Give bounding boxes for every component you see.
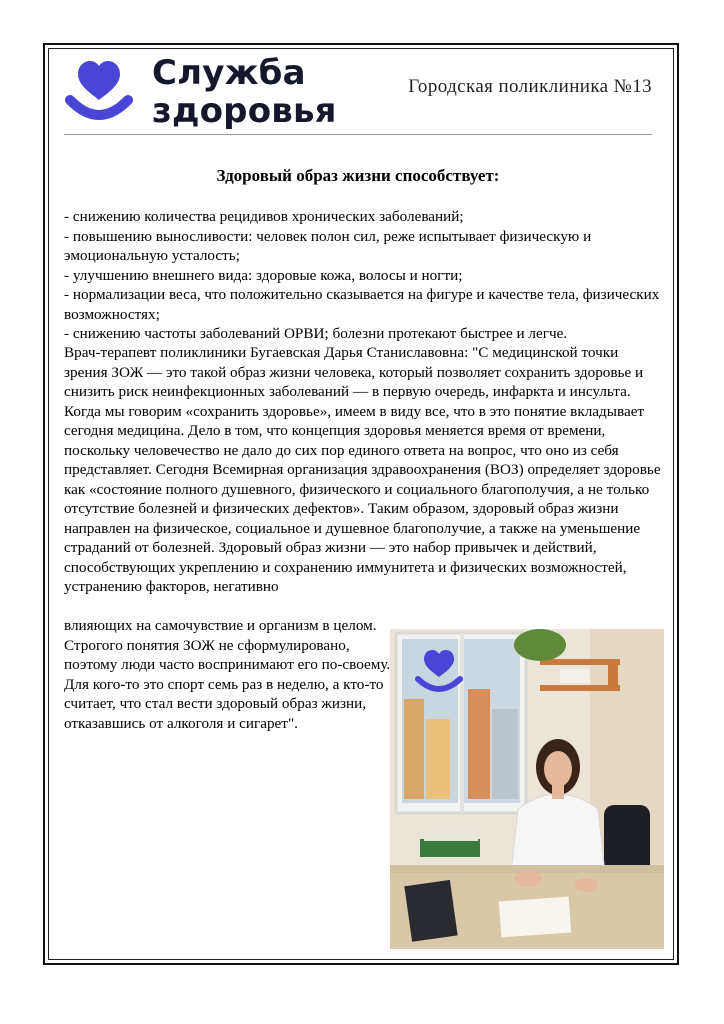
doctor-at-desk-photo [390, 629, 664, 949]
brand-line-1: Служба [152, 53, 306, 93]
list-item: - повышению выносливости: человек полон сил, реже испытывает физическую и эмоциональную усталость; [64, 227, 592, 264]
doctor-quote-tail: влияющих на самочувствие и организм в целом. Строгого понятия ЗОЖ не сформулировано, поэтому люди часто воспринимают его по-своему. Для кого-то это спорт семь раз в неделю, а кто-то считает, что стал вести здоровый образ жизни, отказавшись от алкоголя и сигарет". [64, 617, 391, 732]
clinic-name: Городская поликлиника №13 [408, 76, 652, 97]
benefits-list [64, 207, 664, 344]
list-item: - нормализации веса, что положительно сказывается на фигуре и качестве тела, физических возможностях; [64, 286, 660, 323]
list-item: - снижению количества рецидивов хронических заболеваний; [64, 208, 464, 225]
photo-illustration [390, 629, 664, 949]
list-item: - снижению частоты заболеваний ОРВИ; болезни протекают быстрее и легче. [64, 325, 568, 342]
brand-line-2: здоровья [152, 91, 337, 131]
header-divider [64, 134, 652, 135]
list-item: - улучшению внешнего вида: здоровые кожа, волосы и ногти; [64, 266, 463, 284]
article-heading: Здоровый образ жизни способствует: [216, 166, 500, 185]
doctor-quote: Врач-терапевт поликлиники Бугаевская Дарья Станиславовна: "С медицинской точки зрения ЗОЖ — это такой образ жизни человека, который позволяет сохранить здоровье и снизить риск неинфекционных заболеваний — в первую очередь, инфаркта и инсульта. Когда мы говорим «сохранить здоровье», имеем в виду все, что в это понятие вкладывает сегодня медицина. Дело в том, что концепция здоровья меняется время от времени, поскольку человечество не дало до сих пор единого ответа на вопрос, что оно из себя представляет. Сегодня Всемирная организация здравоохранения (ВОЗ) определяет здоровье как «состояние полного душевного, физического и социального благополучия, а не только отсутствие болезней и физических дефектов». Таким образом, здоровый образ жизни направлен на физическое, социальное и душевное благополучие, а также на уменьшение страданий от болезней. Здоровый образ жизни — это набор привычек и действий, способствующих укреплению и сохранению иммунитета и физических возможностей, устранению факторов, негативно [64, 344, 661, 595]
heart-smile-logo-icon [64, 56, 134, 126]
brand-title [152, 54, 337, 130]
